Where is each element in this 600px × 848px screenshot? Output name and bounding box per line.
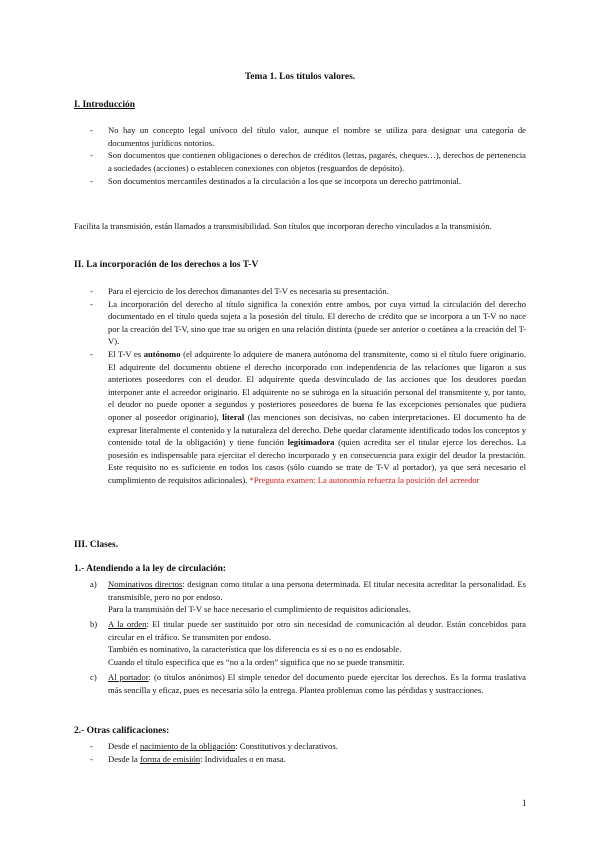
list-item: - Son documentos que contienen obligaciones o derechos de créditos (letras, pagarés, cheques…), derechos de pertenencia a sociedades (acciones) o establecen conexiones con objetos (resguardos de depósito).	[74, 149, 526, 174]
list-item: - Para el ejercicio de los derechos dimanantes del T-V es necesaria su presentación.	[74, 285, 526, 298]
text-run: : (o títulos anónimos) El simple tenedor del documento puede ejercitar los derechos. Es la forma traslativa más sencilla y eficaz, pues es necesaria sólo la entrega. Plantea problemas como las pérdidas y sustracciones.	[108, 672, 526, 695]
section-heading-clases: III. Clases.	[74, 540, 119, 550]
list-item	[74, 740, 526, 753]
term-nacimiento: nacimiento de la obligación	[139, 741, 236, 751]
text-run: : Constitutivos y declarativos.	[235, 741, 338, 751]
section-heading-introduccion: I. Introducción	[74, 100, 136, 110]
document-title: Tema 1. Los títulos valores.	[244, 72, 356, 82]
text-run: (las menciones son decisivas, no caben interpretaciones. El documento ha de expresar literalmente el contenido y la naturaleza del derecho. Debe quedar claramente identificado todos los conceptos y contenido total de la obligación) y tiene función	[108, 411, 526, 448]
term-literal: literal	[222, 411, 245, 422]
subsection-heading-circulacion: 1.- Atendiendo a la ley de circulación:	[74, 564, 227, 574]
list-item: - No hay un concepto legal unívoco del título valor, aunque el nombre se utiliza para designar una categoría de documentos jurídicos notorios.	[74, 124, 526, 149]
incorporation-bullet-list	[74, 285, 526, 487]
text-run: Desde la	[108, 753, 140, 764]
item-note: También es nominativo, la característica que los diferencia es si es o no es endosable.	[108, 644, 402, 655]
exam-note: *Pregunta examen: La autonomía refuerza la posición del acreedor	[249, 474, 480, 485]
term-a-la-orden: A la orden	[108, 619, 147, 629]
text-run: : Individuales o en masa.	[200, 753, 286, 764]
list-item	[74, 348, 526, 487]
text-run: : El titular puede ser sustituido por otro sin necesidad de comunicación al deudor. Están concebidos para circular en el tráfico. Se transmiten por endoso.	[108, 619, 526, 642]
text-run: (el adquirente lo adquiere de manera autónoma del transmitente, como si el título fuere originario. El adquirente del documento obtiene el derecho incorporado con independencia de las relaciones que ligaron a sus anteriores poseedores con el deudor. El adquirente queda desvinculado de las acciones que los deudores puedan interponer ante el acreedor originario. El adquirente no se subroga en la situación personal del transmitente y, por tanto, el deudor no puede oponer a segundos y posteriores poseedores de buena fe las excepciones personales que pudiera oponer al poseedor originario),	[108, 348, 526, 422]
item-label: c)	[90, 672, 97, 682]
text-run: Desde el	[108, 741, 140, 751]
text-run: El T-V es	[108, 348, 144, 359]
intro-bullet-list	[74, 124, 526, 188]
item-note: Para la transmisión del T-V se hace necesario el cumplimiento de requisitos adicionales.	[108, 604, 411, 615]
list-item: - Son documentos mercantiles destinados a la circulación a los que se incorpora un derecho patrimonial.	[74, 175, 526, 188]
term-legitimadora: legitimadora	[287, 437, 335, 448]
subsection-heading-otras: 2.- Otras calificaciones:	[74, 726, 170, 736]
item-label: b)	[90, 619, 98, 629]
other-classifications-list	[74, 740, 526, 765]
item-label: a)	[90, 579, 97, 589]
term-autonomo: autónomo	[143, 348, 181, 359]
list-item: - La incorporación del derecho al título significa la conexión entre ambos, por cuya virtud la circulación del derecho documentado en el título queda sujeta a la posesión del título. El derecho de crédito que se incorpora a un T-V no nace por la creación del T-V, sino que trae su origen en una relación distinta (puede ser anterior o coetánea a la creación del T-V).	[74, 298, 526, 348]
class-item-nominativos	[74, 578, 526, 616]
class-item-al-portador	[74, 671, 526, 696]
term-forma-emision: forma de emisión	[139, 753, 201, 764]
text-run: : designan como titular a una persona determinada. El titular necesita acreditar la personalidad. Es transmisible, pero no por endoso.	[108, 579, 526, 602]
page-number: 1	[522, 798, 527, 808]
list-item	[74, 753, 526, 766]
item-note: Cuando el título especifica que es “no a la orden” significa que no se puede transmitir.	[108, 656, 405, 667]
class-item-a-la-orden	[74, 618, 526, 668]
term-al-portador: Al portador	[108, 672, 149, 682]
text-run: (quien acredita ser el titular ejerce los derechos. La posesión es indispensable para ejercitar el derecho incorporado y en consecuencia para exigir del deudor la prestación. Este requisito no es suficiente en todos los casos (sólo cuando se trate de T-V al portador), ya que será necesario el cumplimiento de requisitos adicionales).	[108, 437, 526, 485]
section-heading-incorporacion: II. La incorporación de los derechos a los T-V	[74, 260, 259, 270]
term-nominativos: Nominativos directos	[108, 579, 183, 589]
intro-paragraph: Facilita la transmisión, están llamados a transmisibilidad. Son títulos que incorporan derecho vinculados a la transmisión.	[74, 221, 492, 231]
